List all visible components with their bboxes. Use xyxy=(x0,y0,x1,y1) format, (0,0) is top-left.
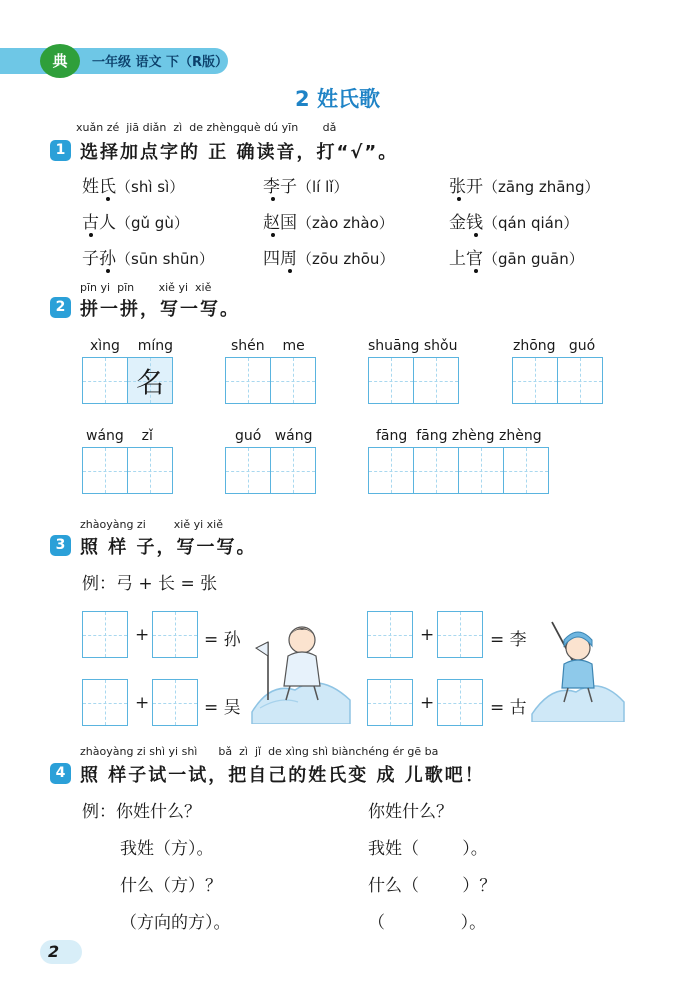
grid-cell[interactable] xyxy=(557,357,603,404)
grid-cell[interactable] xyxy=(367,679,413,726)
grid-cell[interactable] xyxy=(368,447,414,494)
answer-line: 你姓什么？ xyxy=(368,802,453,822)
page-number: 2 xyxy=(40,940,82,964)
writing-grid[interactable] xyxy=(152,679,198,726)
q1-instruction: 选择加点字的 正 确读音，打“√”。 xyxy=(80,142,399,163)
writing-grid[interactable] xyxy=(368,447,549,494)
writing-grid[interactable] xyxy=(82,357,173,404)
writing-grid[interactable] xyxy=(368,357,459,404)
pinyin-label: zhōng guó xyxy=(513,338,596,354)
pinyin-label: fāng fāng zhèng zhèng xyxy=(376,428,542,444)
result-char: = 吴 xyxy=(204,698,241,718)
q1-item: 子孙（sūn shūn） xyxy=(82,249,214,269)
q1-item: 四周（zōu zhōu） xyxy=(263,249,395,269)
writing-grid[interactable] xyxy=(437,679,483,726)
plus-sign: + xyxy=(420,693,435,713)
plus-sign: + xyxy=(135,625,150,645)
grid-cell[interactable] xyxy=(82,357,128,404)
grid-cell[interactable] xyxy=(82,611,128,658)
grid-cell[interactable] xyxy=(152,679,198,726)
emphasis-dot xyxy=(474,269,478,273)
emphasis-dot xyxy=(271,197,275,201)
result-char: = 李 xyxy=(490,630,527,650)
answer-line[interactable]: 我姓（ ）。 xyxy=(368,839,488,859)
grid-cell[interactable] xyxy=(413,447,459,494)
writing-grid[interactable] xyxy=(367,679,413,726)
grid-cell[interactable] xyxy=(437,679,483,726)
grid-cell[interactable] xyxy=(503,447,549,494)
knight-illustration xyxy=(528,618,626,722)
grid-cell[interactable] xyxy=(367,611,413,658)
grid-cell[interactable] xyxy=(413,357,459,404)
q1-item: 赵国（zào zhào） xyxy=(263,213,394,233)
q1-item: 李子（lí lǐ） xyxy=(263,177,349,197)
writing-grid[interactable] xyxy=(367,611,413,658)
grid-cell[interactable] xyxy=(270,447,316,494)
lesson-title: 2 姓氏歌 xyxy=(295,87,380,111)
result-char: = 孙 xyxy=(204,630,241,650)
emphasis-dot xyxy=(457,197,461,201)
pinyin-label: shuāng shǒu xyxy=(368,338,458,354)
pinyin-label: guó wáng xyxy=(235,428,313,444)
answer-line[interactable]: 什么（ ）？ xyxy=(368,876,497,896)
book-label: 一年级 语文 下（R版） xyxy=(92,55,229,70)
q2-pinyin: pīn yi pīn xiě yi xiě xyxy=(80,281,212,294)
emphasis-dot xyxy=(106,269,110,273)
q1-pinyin: xuǎn zé jiā diǎn zì de zhèngquè dú yīn dǎ xyxy=(76,121,337,134)
q3-example: 例：弓 + 长 = 张 xyxy=(82,574,218,594)
plus-sign: + xyxy=(135,693,150,713)
emphasis-dot xyxy=(288,269,292,273)
grid-cell[interactable] xyxy=(225,447,271,494)
grid-cell[interactable] xyxy=(512,357,558,404)
q1-item: 姓氏（shì sì） xyxy=(82,177,185,197)
q1-item: 古人（gǔ gù） xyxy=(82,213,189,233)
question-number: 2 xyxy=(50,297,71,318)
grid-cell[interactable] xyxy=(458,447,504,494)
grid-cell[interactable] xyxy=(82,679,128,726)
grid-cell: 名 xyxy=(127,357,173,404)
writing-grid[interactable] xyxy=(225,447,316,494)
emphasis-dot xyxy=(271,233,275,237)
brand-logo: 典 xyxy=(40,44,80,78)
writing-grid[interactable] xyxy=(152,611,198,658)
result-char: = 古 xyxy=(490,698,527,718)
q4-instruction: 照 样子试一试，把自己的姓氏变 成 儿歌吧！ xyxy=(80,765,485,786)
grid-cell[interactable] xyxy=(127,447,173,494)
q3-instruction: 照 样 子，写一写。 xyxy=(80,537,257,558)
question-number: 4 xyxy=(50,763,71,784)
example-line: 我姓（方）。 xyxy=(120,839,214,859)
writing-grid[interactable] xyxy=(437,611,483,658)
emphasis-dot xyxy=(89,233,93,237)
q2-instruction: 拼一拼，写一写。 xyxy=(80,299,240,320)
q1-item: 张开（zāng zhāng） xyxy=(449,177,600,197)
question-number: 3 xyxy=(50,535,71,556)
grid-cell[interactable] xyxy=(152,611,198,658)
pinyin-label: shén me xyxy=(231,338,305,354)
grid-cell[interactable] xyxy=(82,447,128,494)
q3-pinyin: zhàoyàng zi xiě yi xiě xyxy=(80,518,224,531)
plus-sign: + xyxy=(420,625,435,645)
q1-item: 金钱（qán qián） xyxy=(449,213,579,233)
pinyin-label: xìng míng xyxy=(90,338,174,354)
writing-grid[interactable] xyxy=(225,357,316,404)
example-line: 什么（方）？ xyxy=(120,876,222,896)
writing-grid[interactable] xyxy=(512,357,603,404)
writing-grid[interactable] xyxy=(82,611,128,658)
q4-pinyin: zhàoyàng zi shì yi shì bǎ zì jǐ de xìng shì biànchéng ér gē ba xyxy=(80,745,439,758)
child-with-flag-illustration xyxy=(250,612,352,724)
writing-grid[interactable] xyxy=(82,447,173,494)
grid-cell[interactable] xyxy=(368,357,414,404)
question-number: 1 xyxy=(50,140,71,161)
pinyin-label: wáng zǐ xyxy=(86,428,153,444)
writing-grid[interactable] xyxy=(82,679,128,726)
answer-line[interactable]: （ ）。 xyxy=(368,913,487,933)
example-line: （方向的方）。 xyxy=(120,913,231,933)
grid-cell[interactable] xyxy=(225,357,271,404)
grid-cell[interactable] xyxy=(437,611,483,658)
q1-item: 上官（gān guān） xyxy=(449,249,584,269)
emphasis-dot xyxy=(106,197,110,201)
emphasis-dot xyxy=(474,233,478,237)
example-line: 例：你姓什么？ xyxy=(82,802,201,822)
grid-cell[interactable] xyxy=(270,357,316,404)
